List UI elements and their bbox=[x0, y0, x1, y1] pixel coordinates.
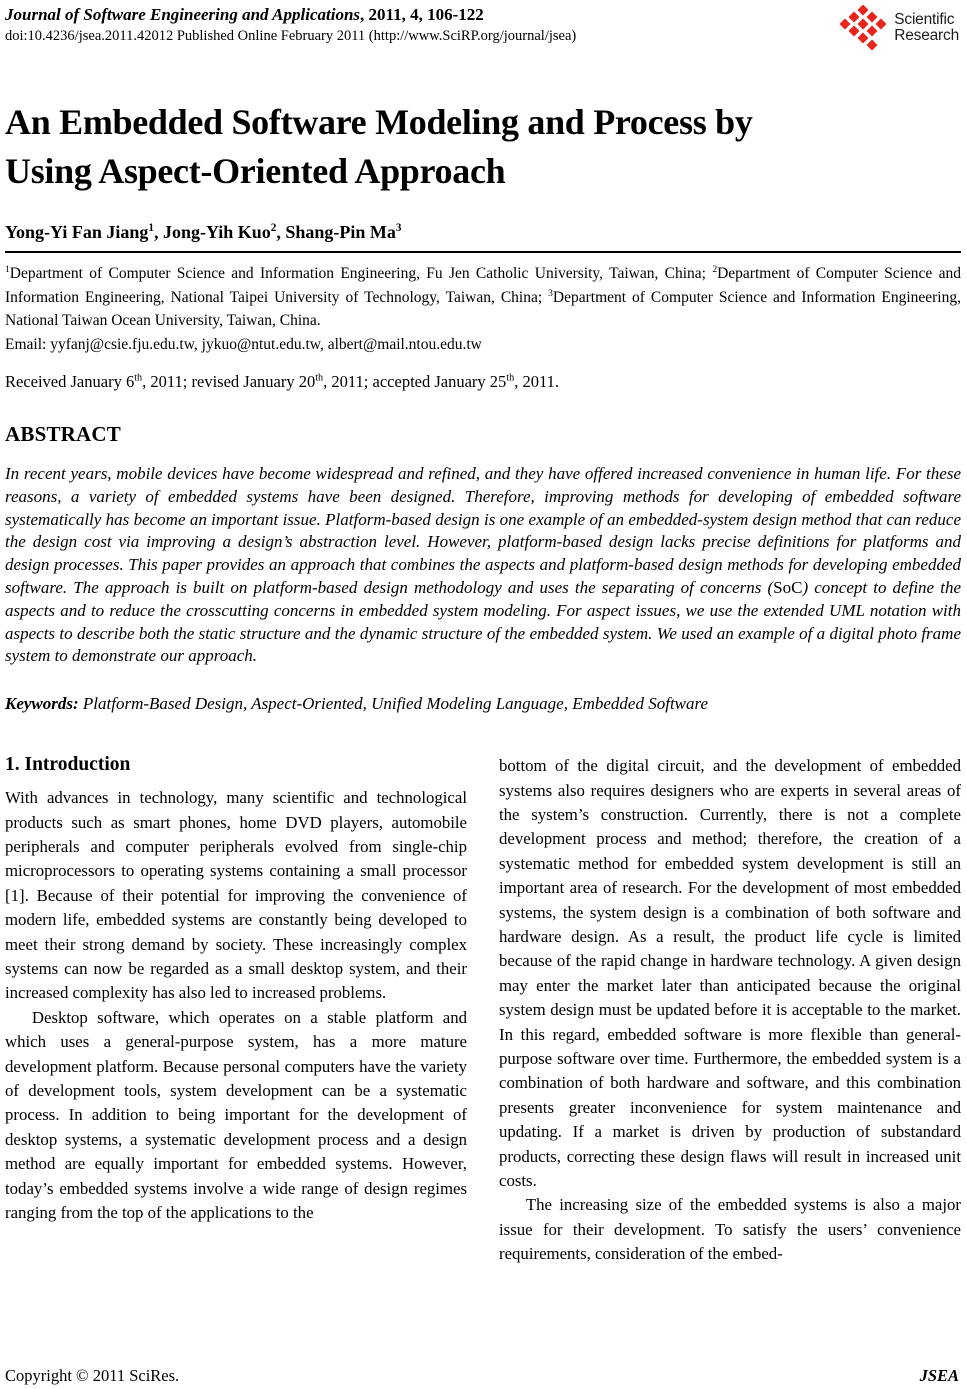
article-title-line2: Using Aspect-Oriented Approach bbox=[5, 151, 506, 191]
soc-acronym: SoC bbox=[773, 577, 803, 597]
paragraph: With advances in technology, many scientific and technological products such as smart phones, home DVD players, automobile peripherals and computer peripherals evolved from single-chip microprocessors to operating systems containing a small processor [1]. Because of their potential for improving the convenience of modern life, embedded systems are constantly being developed to meet their strong demand by society. These increasingly complex systems can now be regarded as a small desktop system, and their increased complexity has also led to increased problems. bbox=[5, 788, 467, 1003]
author-affil-mark: 1 bbox=[148, 222, 154, 234]
section-heading-introduction: 1. Introduction bbox=[5, 754, 131, 776]
page-header bbox=[5, 4, 961, 51]
journal-issue: , 2011, 4, 106-122 bbox=[360, 5, 484, 24]
journal-abbreviation: JSEA bbox=[919, 1366, 959, 1385]
journal-title-line bbox=[5, 4, 576, 26]
authors-line bbox=[5, 222, 961, 243]
author: Yong-Yi Fan Jiang$^1$, bbox=[5, 222, 163, 242]
red-diamonds-icon bbox=[837, 5, 891, 51]
logo-text bbox=[894, 12, 959, 44]
paragraph: The increasing size of the embedded systems is also a major issue for their development. To satisfy the users’ convenience requirements, consideration of the embed- bbox=[499, 1195, 961, 1264]
affiliation: $^2$Department of Computer Science and Information Engineering, National Taipei University of Technology, Taiwan, China; bbox=[5, 263, 961, 306]
abstract-text: In recent years, mobile devices have become widespread and refined, and they have offered increased convenience in human life. For these reasons, a variety of embedded systems have been designed. Therefore, improving methods for developing of embedded software systematically has become an important issue. Platform-based design is one example of an embedded-system design method that can reduce the design cost via improving a design’s abstraction level. However, platform-based design lacks precise definitions for platforms and design processes. This paper provides an approach that combines the aspects and platform-based design methods for developing embedded software. The approach is built on platform-based design methodology and uses the separating of concerns (SoC) concept to define the aspects and to reduce the crosscutting concerns in embedded system modeling. For aspect issues, we use the extended UML notation with aspects to describe both the static structure and the dynamic structure of the embedded system. We used an example of a digital photo frame system to demonstrate our approach. bbox=[5, 464, 961, 666]
logo-text-line2: Research bbox=[894, 27, 959, 44]
journal-name: Journal of Software Engineering and Applications bbox=[5, 5, 361, 24]
author-affil-mark: 2 bbox=[270, 222, 277, 234]
email-line: Email: yyfanj@csie.fju.edu.tw, jykuo@ntut.edu.tw, albert@mail.ntou.edu.tw bbox=[5, 335, 482, 353]
keywords-line bbox=[5, 694, 961, 714]
author: Jong-Yih Kuo$^2$, bbox=[162, 222, 286, 242]
paragraph: Desktop software, which operates on a stable platform and which uses a general-purpose system, has a more mature development platform. Because personal computers have the variety of development tools, system development can be a systematic process. In addition to being important for the development of desktop systems, a systematic development process and a design method are equally important for embedded systems. However, today’s embedded systems involve a wide range of design regimes ranging from the top of the applications to the bbox=[5, 1007, 467, 1223]
doi-line: doi:10.4236/jsea.2011.42012 Published Online February 2011 (http://www.SciRP.org/journal/jsea) bbox=[5, 28, 577, 44]
affiliation: $^3$Department of Computer Science and Information Engineering, National Taiwan Ocean University, Taiwan, China. bbox=[5, 287, 961, 329]
body-columns bbox=[5, 754, 961, 1267]
keywords-text: Platform-Based Design, Aspect-Oriented, Unified Modeling Language, Embedded Software bbox=[78, 694, 709, 714]
header-rule bbox=[5, 251, 961, 253]
affiliations bbox=[5, 262, 961, 356]
page-footer bbox=[5, 1366, 959, 1386]
article-title-line1: An Embedded Software Modeling and Process by bbox=[5, 102, 753, 142]
copyright-notice: Copyright © 2011 SciRes. bbox=[5, 1366, 180, 1385]
paragraph: bottom of the digital circuit, and the development of embedded systems also requires designers who are experts in several areas of the system’s construction. Currently, there is not a complete development process and method; therefore, the creation of a systematic method for embedded system development is still an important area of research. For the development of most embedded systems, the system design is a combination of both software and hardware design. As a result, the product life cycle is limited because of the rapid change in hardware technology. A given design may enter the market later than anticipated because the original system design must be updated before it is acceptable to the market. In this regard, embedded software is more flexible than general-purpose software over time. Furthermore, the embedded system is a combination of both hardware and software, and this combination presents greater inconvenience for system maintenance and updating. If a market is driven by production of substandard products, correcting these design flaws will result in increased unit costs. bbox=[499, 756, 961, 1191]
affiliation: $^1$Department of Computer Science and Information Engineering, Fu Jen Catholic University, Taiwan, China; bbox=[5, 263, 713, 282]
left-column bbox=[5, 754, 467, 1267]
logo-text-line1: Scientific bbox=[894, 11, 955, 28]
right-column bbox=[499, 754, 961, 1267]
abstract-heading: ABSTRACT bbox=[5, 422, 121, 446]
author-affil-mark: 3 bbox=[395, 222, 402, 234]
author: Shang-Pin Ma$^3$ bbox=[285, 222, 402, 242]
received-line: Received January 6th, 2011; revised January 20th, 2011; accepted January 25th, 2011. bbox=[5, 372, 560, 391]
article-title bbox=[5, 98, 961, 196]
scientific-research-logo bbox=[837, 5, 959, 51]
journal-meta bbox=[5, 4, 576, 46]
keywords-label: Keywords: bbox=[5, 694, 79, 714]
